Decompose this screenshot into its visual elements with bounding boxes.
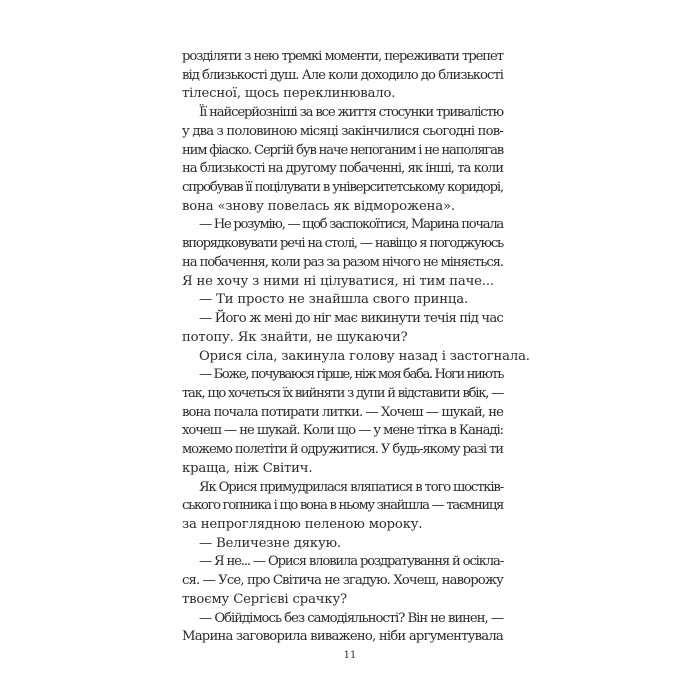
- text-line: — Величезне дякую.: [199, 535, 341, 551]
- text-line: спробував її поцілувати в університетському коридорі,: [182, 180, 503, 196]
- body-text: [182, 48, 530, 647]
- text-line: Марина заговорила виважено, ніби аргументувала: [182, 629, 503, 645]
- text-line: Її найсерйозніші за все життя стосунки тривалістю: [199, 105, 503, 121]
- text-line: ним фіаско. Сергій був наче непоганим і не наполягав: [182, 142, 503, 158]
- text-line: Як Орися примудрилася вляпатися в того шостків-: [199, 479, 503, 495]
- text-line: хочеш — не шукай. Коли що — у мене тітка в Канаді:: [182, 423, 503, 439]
- text-line: у два з половиною місяці закінчилися сьогодні пов-: [182, 123, 503, 139]
- text-line: вона «знову повелась як відморожена».: [182, 198, 455, 214]
- text-line: на побачення, коли раз за разом нічого не міняється.: [182, 254, 503, 270]
- page-number: 11: [343, 650, 357, 661]
- text-line: впорядковувати речі на столі, — навіщо я погоджуюсь: [182, 236, 503, 252]
- text-line: твоєму Сергієві срачку?: [182, 591, 347, 607]
- text-line: — Його ж мені до ніг має викинути течія під час: [199, 311, 503, 327]
- text-line: ся. — Усе, про Світича не згадую. Хочеш, наворожу: [182, 573, 503, 589]
- text-line: Орися сіла, закинула голову назад і застогнала.: [199, 348, 530, 364]
- text-line: на близькості на другому побаченні, як інші, та коли: [182, 161, 503, 177]
- text-line: можемо полетіти й одружитися. У будь-якому разі ти: [182, 442, 503, 458]
- text-line: за непроглядною пеленою мороку.: [182, 516, 423, 532]
- text-line: — Боже, почуваюся гірше, ніж моя баба. Ноги ниють: [199, 367, 503, 383]
- text-line: від близькості душ. Але коли доходило до близькості: [182, 67, 503, 83]
- text-line: — Обійдімось без самодіяльності? Він не винен, —: [199, 610, 503, 626]
- text-line: потопу. Як знайти, не шукаючи?: [182, 329, 408, 345]
- text-line: розділяти з нею тремкі моменти, переживати трепет: [182, 49, 503, 64]
- text-line: Я не хочу з ними ні цілуватися, ні тим паче...: [182, 273, 494, 289]
- text-line: — Я не... — Орися вловила роздратування й осікла-: [199, 554, 503, 570]
- text-line: так, що хочеться їх вийняти з дупи й відставити вбік, —: [182, 385, 503, 401]
- text-line: тілесної, щось переклинювало.: [182, 86, 396, 102]
- text-line: краща, ніж Світич.: [182, 460, 313, 476]
- text-line: — Ти просто не знайшла свого принца.: [199, 292, 468, 308]
- text-line: ського гопника і що вона в ньому знайшла — таємниця: [182, 498, 503, 514]
- text-line: вона почала потирати литки. — Хочеш — шукай, не: [182, 404, 503, 420]
- text-line: — Не розумію, — щоб заспокоїтися, Марина почала: [199, 217, 503, 233]
